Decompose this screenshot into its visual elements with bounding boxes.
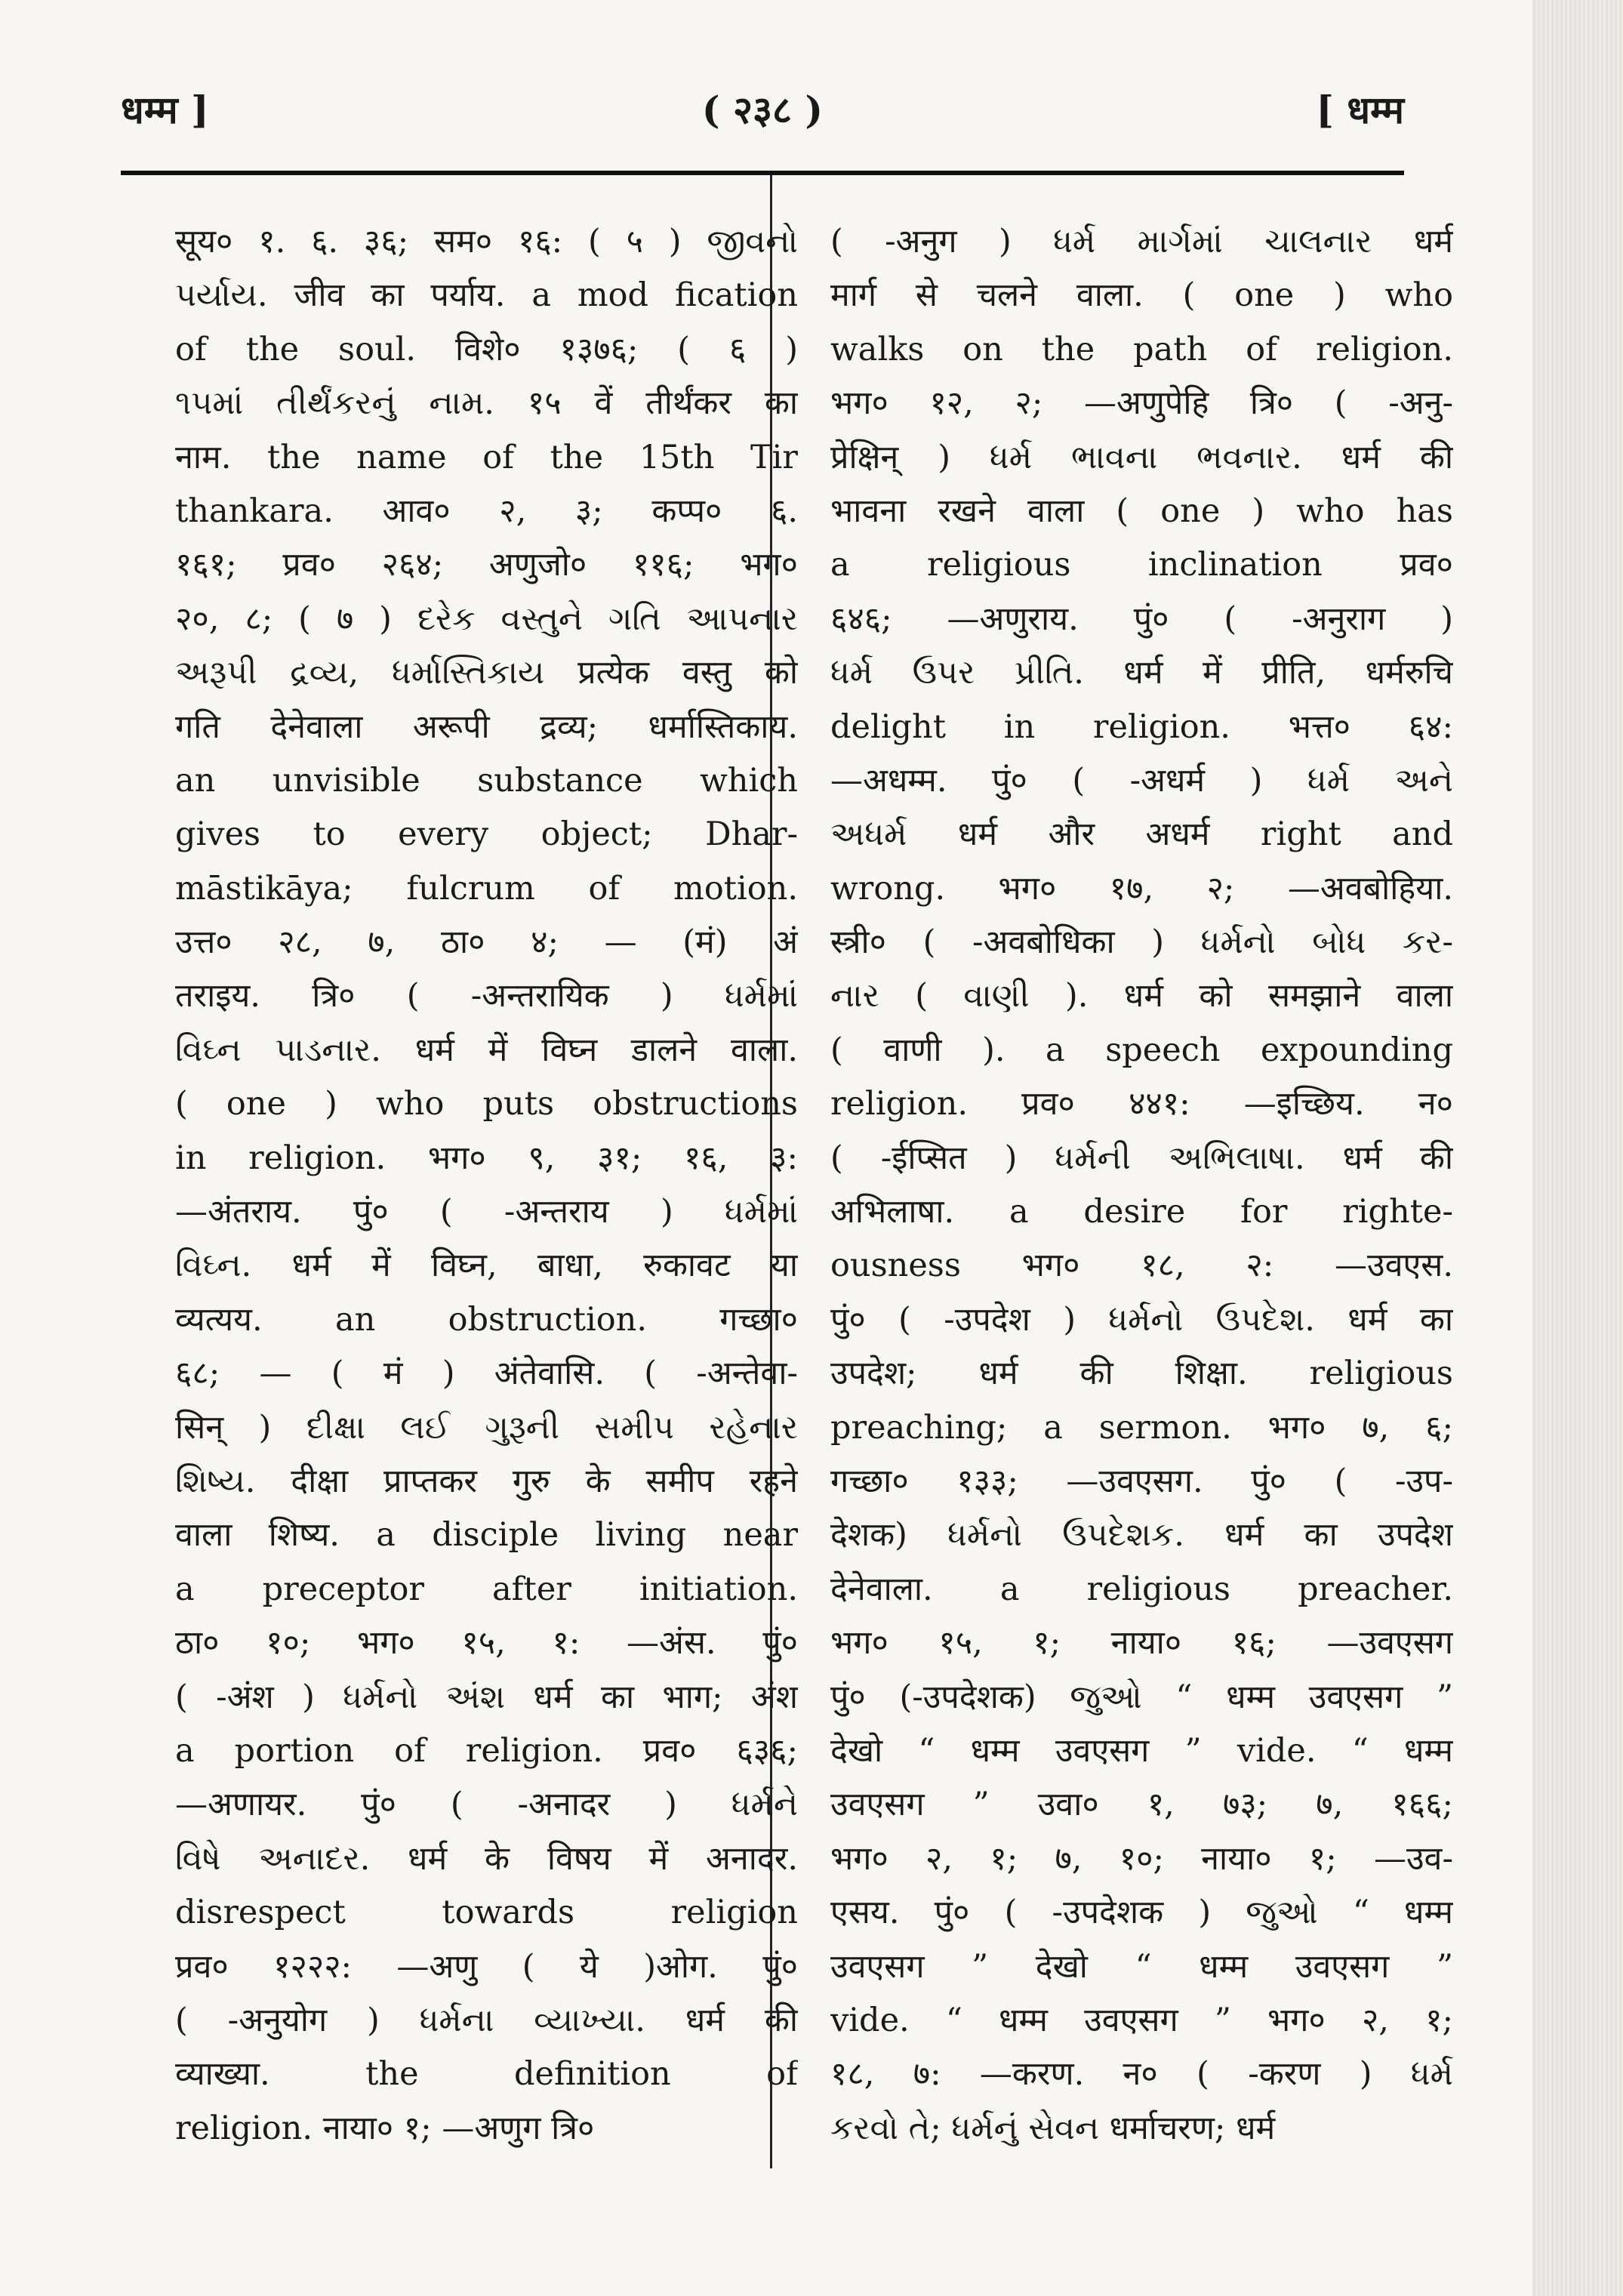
text-line: —अंतराय. पुं० ( -अन्तराय ) ધર્મમાં	[175, 1193, 798, 1231]
text-line: देखो “ धम्म उवएसग ” vide. “ धम्म	[830, 1731, 1453, 1770]
text-line: શિષ્ય. दीक्षा प्राप्तकर गुरु के समीप रहने	[175, 1462, 798, 1500]
text-line: of the soul. विशे० १३७६; ( ६ )	[175, 330, 798, 368]
text-line: religion. नाया० १; —अणुग त्रि०	[175, 2109, 595, 2147]
text-line: ६८; — ( मं ) अंतेवासि. ( -अन्तेवा-	[175, 1354, 798, 1393]
text-line: વિઘ્ન પાડનાર. धर्म में विघ्न डालने वाला.	[175, 1031, 798, 1069]
text-line: पुं० ( -उपदेश ) ધર્મનો ઉપદેશ. धर्म का	[830, 1300, 1453, 1339]
header-rule	[121, 171, 1404, 175]
text-line: —अणायर. पुं० ( -अनादर ) ધર્મને	[175, 1786, 798, 1824]
text-line: અધર્મ धर्म और अधर्म right and	[830, 815, 1453, 854]
text-line: प्रव० १२२२: —अणु ( ये )ओग. पुं०	[175, 1947, 798, 1986]
text-line: भग० १२, २; —अणुपेहि त्रि० ( -अनु-	[830, 384, 1453, 423]
text-line: १८, ७: —करण. न० ( -करण ) ધર્મ	[830, 2055, 1453, 2094]
text-line: ૧૫માં તીર્થંકરનું નામ. १५ वें तीर्थंकर का	[175, 384, 798, 423]
text-line: વિષે અનાદર. धर्म के विषय में अनादर.	[175, 1839, 798, 1878]
text-line: પર્યાય. जीव का पर्याय. a mod fication	[175, 276, 798, 315]
text-line: व्याख्या. the definition of	[175, 2055, 798, 2094]
text-line: —अधम्म. पुं० ( -अधर्म ) ધર્મ અને	[830, 761, 1453, 800]
text-line: religion. प्रव० ४४१: —इच्छिय. न०	[830, 1085, 1453, 1123]
text-line: सूय० १. ६. ३६; सम० १६: ( ५ ) જીવનો	[175, 223, 798, 260]
text-line: કરવો તે; ધર્મનું સેવન धर्माचरण; धर्म	[830, 2109, 1276, 2147]
left-column	[175, 215, 798, 2178]
page-number: ( २३८ )	[701, 88, 824, 132]
text-line: ( -ईप्सित ) ધર્મની અભિલાષા. धर्म की	[830, 1139, 1453, 1177]
text-line: walks on the path of religion.	[830, 330, 1453, 368]
text-line: māstikāya; fulcrum of motion.	[175, 869, 798, 908]
text-line: નાર ( વાણી ). धर्म को समझाने वाला	[830, 977, 1453, 1015]
text-line: a portion of religion. प्रव० ६३६;	[175, 1731, 798, 1770]
text-line: देशक) ધર્મનો ઉપદેશક. धर्म का उपदेश	[830, 1516, 1453, 1555]
text-line: २०, ८; ( ७ ) દરેક વસ્તુને ગતિ આપનાર	[175, 599, 798, 638]
text-line: सिन् ) દીક્ષા લઈ ગુરૂની સમીપ રહેનાર	[175, 1408, 798, 1447]
text-line: preaching; a sermon. भग० ७, ६;	[830, 1408, 1453, 1447]
text-line: ધર્મ ઉપર પ્રીતિ. धर्म में प्रीति, धर्मरुचि	[830, 654, 1453, 692]
text-line: एसय. पुं० ( -उपदेशक ) જુઓ “ धम्म	[830, 1894, 1453, 1932]
text-line: गति देनेवाला अरूपी द्रव्य; धर्मास्तिकाय.	[175, 707, 798, 746]
text-line: भावना रखने वाला ( one ) who has	[830, 492, 1453, 530]
text-line: गच्छा० १३३; —उवएसग. पुं० ( -उप-	[830, 1462, 1453, 1500]
text-line: ( -अनुग ) ધર્મ માર્ગમાં ચાલનાર धर्म	[830, 223, 1453, 260]
text-line: gives to every object; Dhar-	[175, 815, 798, 854]
text-line: in religion. भग० ९, ३१; १६, ३:	[175, 1139, 798, 1177]
text-line: wrong. भग० १७, २; —अवबोहिया.	[830, 869, 1453, 908]
text-line: a preceptor after initiation.	[175, 1570, 798, 1608]
text-line: स्त्री० ( -अवबोधिका ) ધર્મનો બોધ કર-	[830, 923, 1453, 962]
text-line: प्रेक्षिन् ) ધર્મ ભાવના ભવનાર. धर्म की	[830, 438, 1453, 476]
text-line: ( -अनुयोग ) ધર્મના વ્યાખ્યા. धर्म की	[175, 2001, 798, 2039]
text-line: उवएसग ” देखो “ धम्म उवएसग ”	[830, 1947, 1453, 1986]
text-line: an unvisible substance which	[175, 761, 798, 800]
text-line: पुं० (-उपदेशक) જુઓ “ धम्म उवएसग ”	[830, 1678, 1453, 1716]
header-right-keyword: [ धम्म	[1316, 88, 1404, 132]
text-line: भग० २, १; ७, १०; नाया० १; —उव-	[830, 1839, 1453, 1878]
text-line: ६४६; —अणुराय. पुं० ( -अनुराग )	[830, 599, 1453, 638]
page-edge-shadow	[1532, 0, 1623, 2296]
text-line: देनेवाला. a religious preacher.	[830, 1570, 1453, 1608]
text-line: उपदेश; धर्म की शिक्षा. religious	[830, 1354, 1453, 1393]
header-left-keyword: धम्म ]	[121, 88, 209, 132]
text-line: ( -अंश ) ધર્મનો અંશ धर्म का भाग; अंश	[175, 1678, 798, 1716]
text-line: उत्त० २८, ७, ठा० ४; — (मं) अं	[175, 923, 798, 962]
text-line: ( one ) who puts obstructions	[175, 1085, 798, 1123]
text-line: तराइय. त्रि० ( -अन्तरायिक ) ધર્મમાં	[175, 977, 798, 1015]
right-column	[830, 215, 1453, 2178]
text-line: मार्ग से चलने वाला. ( one ) who	[830, 276, 1453, 315]
text-line: वाला शिष्य. a disciple living near	[175, 1516, 798, 1555]
text-line: नाम. the name of the 15th Tir	[175, 438, 798, 476]
text-line: १६१; प्रव० २६४; अणुजो० ११६; भग०	[175, 546, 798, 584]
text-line: thankara. आव० २, ३; कप्प० ६.	[175, 492, 798, 530]
text-line: अभिलाषा. a desire for righte-	[830, 1193, 1453, 1231]
text-line: vide. “ धम्म उवएसग ” भग० २, १;	[830, 2001, 1453, 2039]
text-line: ( वाणी ). a speech expounding	[830, 1031, 1453, 1069]
text-line: उवएसग ” उवा० १, ७३; ७, १६६;	[830, 1786, 1453, 1824]
text-line: disrespect towards religion	[175, 1894, 798, 1932]
text-line: delight in religion. भत्त० ६४:	[830, 707, 1453, 746]
text-line: a religious inclination प्रव०	[830, 546, 1453, 584]
page-header	[121, 83, 1404, 143]
text-line: ousness भग० १८, २: —उवएस.	[830, 1247, 1453, 1285]
text-line: અરૂપી દ્રવ્ય, ધર્માસ્તિકાય प्रत्येक वस्तु को	[175, 654, 798, 692]
text-line: व्यत्यय. an obstruction. गच्छा०	[175, 1300, 798, 1339]
text-line: વિઘ્ન. धर्म में विघ्न, बाधा, रुकावट या	[175, 1247, 798, 1285]
text-line: ठा० १०; भग० १५, १: —अंस. पुं०	[175, 1624, 798, 1663]
text-line: भग० १५, १; नाया० १६; —उवएसग	[830, 1624, 1453, 1663]
